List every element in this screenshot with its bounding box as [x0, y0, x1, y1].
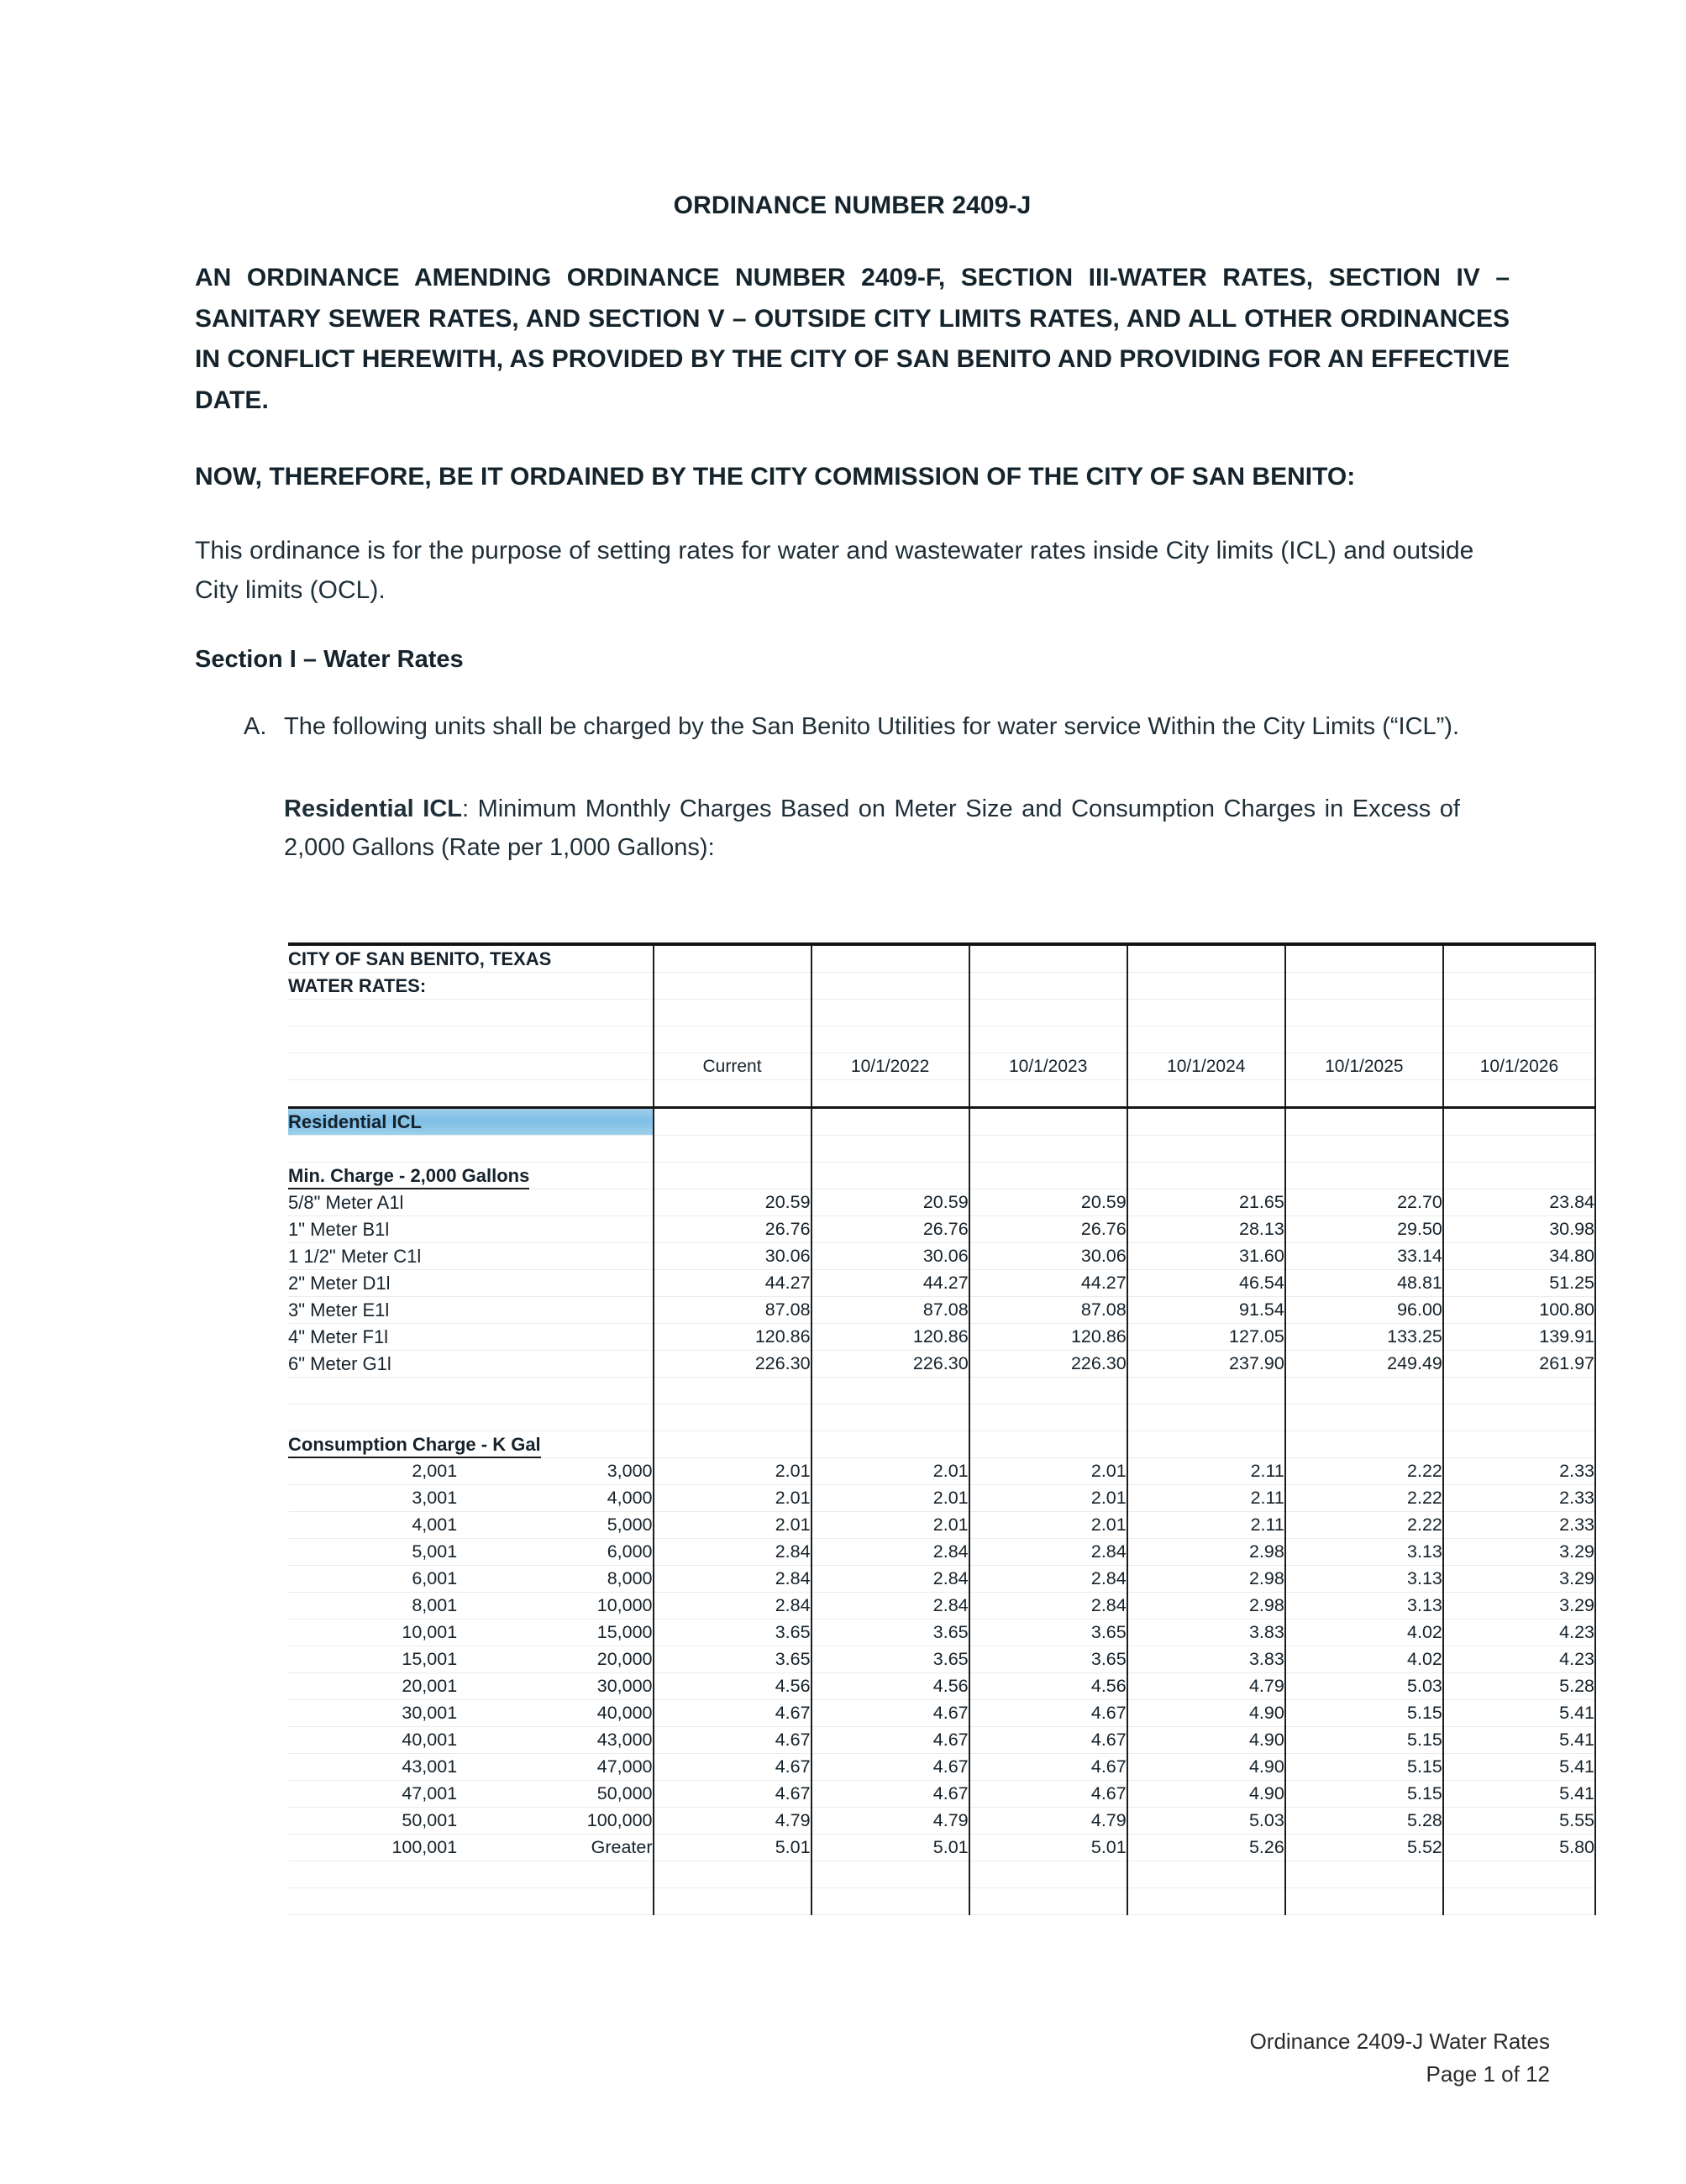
table-row — [288, 1808, 1595, 1835]
cell-value: 4.56 — [969, 1673, 1127, 1700]
cell-value: 120.86 — [969, 1324, 1127, 1351]
range-from: 6,001 — [288, 1566, 457, 1593]
range-from: 43,001 — [288, 1754, 457, 1781]
cell-value: 5.15 — [1285, 1700, 1443, 1727]
cell-value: 3.29 — [1443, 1593, 1595, 1620]
table-row — [288, 1593, 1595, 1620]
cell-value: 4.79 — [811, 1808, 969, 1835]
cell-value: 3.29 — [1443, 1539, 1595, 1566]
range-from: 2,001 — [288, 1458, 457, 1485]
cell-value: 2.84 — [654, 1566, 811, 1593]
cell-value: 2.84 — [654, 1593, 811, 1620]
range-to: 15,000 — [457, 1620, 653, 1646]
table-row — [288, 1727, 1595, 1754]
cell-value: 5.80 — [1443, 1835, 1595, 1861]
table-row — [288, 1297, 1595, 1324]
cell-value: 20.59 — [969, 1189, 1127, 1216]
cell-value: 4.90 — [1127, 1781, 1285, 1808]
table-row — [288, 1673, 1595, 1700]
range-from: 40,001 — [288, 1727, 457, 1754]
cell-value: 2.84 — [811, 1593, 969, 1620]
table-row — [288, 1189, 1595, 1216]
table-row — [288, 1835, 1595, 1861]
cell-value: 44.27 — [969, 1270, 1127, 1297]
cell-value: 127.05 — [1127, 1324, 1285, 1351]
cell-value: 30.06 — [811, 1243, 969, 1270]
footer-line-document: Ordinance 2409-J Water Rates — [1249, 2029, 1550, 2054]
cell-value: 29.50 — [1285, 1216, 1443, 1243]
cell-value: 28.13 — [1127, 1216, 1285, 1243]
cell-value: 5.41 — [1443, 1700, 1595, 1727]
table-title: CITY OF SAN BENITO, TEXAS — [288, 944, 654, 973]
cell-value: 5.03 — [1285, 1673, 1443, 1700]
cell-value: 4.67 — [654, 1700, 811, 1727]
cell-value: 4.79 — [654, 1808, 811, 1835]
list-item-text: The following units shall be charged by the San Benito Utilities for water service Within the City Limits (“ICL”). — [284, 712, 1460, 740]
range-to: 47,000 — [457, 1754, 653, 1781]
column-header-2022: 10/1/2022 — [811, 1053, 969, 1080]
table-row — [288, 1539, 1595, 1566]
table-row — [288, 973, 1595, 1000]
cell-value: 5.15 — [1285, 1754, 1443, 1781]
footer-line-page-number: Page 1 of 12 — [1426, 2061, 1550, 2087]
cell-value: 4.23 — [1443, 1646, 1595, 1673]
cell-value: 4.56 — [654, 1673, 811, 1700]
cell-value: 21.65 — [1127, 1189, 1285, 1216]
column-header-2024: 10/1/2024 — [1127, 1053, 1285, 1080]
residential-icl-paragraph — [284, 790, 1460, 868]
group-label-consumption-charge: Consumption Charge - K Gal — [288, 1434, 541, 1458]
cell-value: 4.67 — [654, 1754, 811, 1781]
cell-value: 30.06 — [969, 1243, 1127, 1270]
table-subtitle: WATER RATES: — [288, 973, 654, 1000]
purpose-paragraph: This ordinance is for the purpose of setting rates for water and wastewater rates inside City limits (ICL) and outside City limits (OCL). — [195, 536, 1474, 605]
table-row — [288, 1324, 1595, 1351]
cell-value: 4.67 — [969, 1781, 1127, 1808]
cell-value: 22.70 — [1285, 1189, 1443, 1216]
table-row — [288, 1888, 1595, 1915]
cell-value: 4.67 — [811, 1727, 969, 1754]
cell-value: 33.14 — [1285, 1243, 1443, 1270]
cell-value: 237.90 — [1127, 1351, 1285, 1378]
cell-value: 2.11 — [1127, 1485, 1285, 1512]
cell-value: 100.80 — [1443, 1297, 1595, 1324]
cell-value: 5.01 — [969, 1835, 1127, 1861]
table-row — [288, 1026, 1595, 1053]
range-to: 6,000 — [457, 1539, 653, 1566]
cell-value: 46.54 — [1127, 1270, 1285, 1297]
cell-value: 2.33 — [1443, 1485, 1595, 1512]
row-label: 1 1/2" Meter C1l — [288, 1243, 654, 1270]
table-row — [288, 1620, 1595, 1646]
table-row — [288, 1646, 1595, 1673]
cell-value: 4.67 — [811, 1781, 969, 1808]
range-from: 30,001 — [288, 1700, 457, 1727]
cell-value: 91.54 — [1127, 1297, 1285, 1324]
table-row — [288, 1458, 1595, 1485]
cell-value: 5.41 — [1443, 1781, 1595, 1808]
cell-value: 5.52 — [1285, 1835, 1443, 1861]
residential-icl-label: Residential ICL — [284, 795, 462, 823]
cell-value: 2.01 — [811, 1458, 969, 1485]
cell-value: 4.79 — [1127, 1673, 1285, 1700]
range-from: 10,001 — [288, 1620, 457, 1646]
column-header-current: Current — [654, 1053, 811, 1080]
column-header-2023: 10/1/2023 — [969, 1053, 1127, 1080]
range-from: 50,001 — [288, 1808, 457, 1835]
section-label-residential-icl: Residential ICL — [288, 1108, 654, 1136]
table-row — [288, 1754, 1595, 1781]
range-to: 8,000 — [457, 1566, 653, 1593]
row-label: 5/8" Meter A1l — [288, 1189, 654, 1216]
cell-value: 26.76 — [654, 1216, 811, 1243]
cell-value: 3.65 — [654, 1646, 811, 1673]
table-row — [288, 1861, 1595, 1888]
cell-value: 4.90 — [1127, 1727, 1285, 1754]
range-to: 43,000 — [457, 1727, 653, 1754]
range-from: 3,001 — [288, 1485, 457, 1512]
cell-value: 3.65 — [811, 1620, 969, 1646]
table-row — [288, 1781, 1595, 1808]
cell-value: 2.84 — [654, 1539, 811, 1566]
cell-value: 120.86 — [654, 1324, 811, 1351]
range-from: 8,001 — [288, 1593, 457, 1620]
cell-value: 4.90 — [1127, 1700, 1285, 1727]
cell-value: 2.01 — [969, 1458, 1127, 1485]
table-row — [288, 1000, 1595, 1026]
cell-value: 5.01 — [654, 1835, 811, 1861]
cell-value: 87.08 — [654, 1297, 811, 1324]
cell-value: 2.11 — [1127, 1458, 1285, 1485]
cell-value: 51.25 — [1443, 1270, 1595, 1297]
cell-value: 2.01 — [654, 1512, 811, 1539]
cell-value: 4.90 — [1127, 1754, 1285, 1781]
range-to: 3,000 — [457, 1458, 653, 1485]
table-row — [288, 1136, 1595, 1163]
table-row — [288, 1566, 1595, 1593]
cell-value: 4.67 — [969, 1700, 1127, 1727]
table-row — [288, 1351, 1595, 1378]
cell-value: 5.01 — [811, 1835, 969, 1861]
cell-value: 48.81 — [1285, 1270, 1443, 1297]
cell-value: 226.30 — [811, 1351, 969, 1378]
table-row — [288, 1080, 1595, 1108]
cell-value: 3.65 — [969, 1620, 1127, 1646]
cell-value: 5.26 — [1127, 1835, 1285, 1861]
table-row — [288, 1512, 1595, 1539]
cell-value: 2.33 — [1443, 1512, 1595, 1539]
cell-value: 226.30 — [654, 1351, 811, 1378]
range-from: 15,001 — [288, 1646, 457, 1673]
row-label: 3" Meter E1l — [288, 1297, 654, 1324]
range-to: Greater — [457, 1835, 653, 1861]
table-group-header-consumption-charge — [288, 1431, 1595, 1458]
cell-value: 30.98 — [1443, 1216, 1595, 1243]
cell-value: 44.27 — [654, 1270, 811, 1297]
page-footer — [1250, 2025, 1550, 2091]
range-to: 100,000 — [457, 1808, 653, 1835]
cell-value: 5.15 — [1285, 1727, 1443, 1754]
cell-value: 87.08 — [811, 1297, 969, 1324]
cell-value: 2.01 — [811, 1512, 969, 1539]
range-from: 4,001 — [288, 1512, 457, 1539]
cell-value: 261.97 — [1443, 1351, 1595, 1378]
cell-value: 3.83 — [1127, 1646, 1285, 1673]
cell-value: 2.84 — [811, 1539, 969, 1566]
cell-value: 4.67 — [969, 1754, 1127, 1781]
cell-value: 4.67 — [969, 1727, 1127, 1754]
cell-value: 3.13 — [1285, 1566, 1443, 1593]
cell-value: 2.22 — [1285, 1458, 1443, 1485]
range-to: 20,000 — [457, 1646, 653, 1673]
cell-value: 4.67 — [654, 1781, 811, 1808]
cell-value: 2.01 — [969, 1512, 1127, 1539]
water-rates-table — [288, 942, 1596, 1915]
table-row — [288, 1700, 1595, 1727]
cell-value: 4.02 — [1285, 1646, 1443, 1673]
ordinance-preamble: AN ORDINANCE AMENDING ORDINANCE NUMBER 2409-F, SECTION III-WATER RATES, SECTION IV – SANITARY SEWER RATES, AND SECTION V – OUTSIDE CITY LIMITS RATES, AND ALL OTHER ORDINANCES IN CONFLICT HEREWITH, AS PROVIDED BY THE CITY OF SAN BENITO AND PROVIDING FOR AN EFFECTIVE DATE. — [195, 264, 1510, 414]
cell-value: 2.84 — [969, 1539, 1127, 1566]
range-to: 40,000 — [457, 1700, 653, 1727]
cell-value: 4.67 — [654, 1727, 811, 1754]
table-row — [288, 1270, 1595, 1297]
cell-value: 4.23 — [1443, 1620, 1595, 1646]
cell-value: 4.02 — [1285, 1620, 1443, 1646]
residential-icl-description: : Minimum Monthly Charges Based on Meter Size and Consumption Charges in Excess of 2,000 Gallons (Rate per 1,000 Gallons): — [284, 795, 1460, 862]
page-title: ORDINANCE NUMBER 2409-J — [673, 192, 1032, 219]
section-heading: Section I – Water Rates — [195, 645, 464, 673]
cell-value: 2.84 — [811, 1566, 969, 1593]
range-from: 100,001 — [288, 1835, 457, 1861]
table-row — [288, 1216, 1595, 1243]
row-label: 6" Meter G1l — [288, 1351, 654, 1378]
water-rates-table-container — [288, 942, 1596, 1915]
row-label: 1" Meter B1l — [288, 1216, 654, 1243]
range-to: 30,000 — [457, 1673, 653, 1700]
cell-value: 3.29 — [1443, 1566, 1595, 1593]
cell-value: 2.22 — [1285, 1485, 1443, 1512]
cell-value: 5.03 — [1127, 1808, 1285, 1835]
column-header-2025: 10/1/2025 — [1285, 1053, 1443, 1080]
document-body — [195, 0, 1510, 868]
cell-value: 249.49 — [1285, 1351, 1443, 1378]
cell-value: 2.01 — [969, 1485, 1127, 1512]
cell-value: 4.56 — [811, 1673, 969, 1700]
cell-value: 96.00 — [1285, 1297, 1443, 1324]
cell-value: 2.33 — [1443, 1458, 1595, 1485]
cell-value: 226.30 — [969, 1351, 1127, 1378]
cell-value: 23.84 — [1443, 1189, 1595, 1216]
cell-value: 2.84 — [969, 1566, 1127, 1593]
range-from: 5,001 — [288, 1539, 457, 1566]
table-row — [288, 1243, 1595, 1270]
cell-value: 3.13 — [1285, 1539, 1443, 1566]
range-to: 50,000 — [457, 1781, 653, 1808]
table-row — [288, 1378, 1595, 1404]
range-to: 10,000 — [457, 1593, 653, 1620]
cell-value: 2.01 — [654, 1458, 811, 1485]
cell-value: 4.67 — [811, 1754, 969, 1781]
cell-value: 2.11 — [1127, 1512, 1285, 1539]
cell-value: 2.98 — [1127, 1566, 1285, 1593]
cell-value: 5.41 — [1443, 1727, 1595, 1754]
cell-value: 87.08 — [969, 1297, 1127, 1324]
list-item-marker: A. — [244, 712, 267, 740]
cell-value: 5.55 — [1443, 1808, 1595, 1835]
range-to: 4,000 — [457, 1485, 653, 1512]
cell-value: 2.98 — [1127, 1593, 1285, 1620]
enacting-clause: NOW, THEREFORE, BE IT ORDAINED BY THE CITY COMMISSION OF THE CITY OF SAN BENITO: — [195, 463, 1356, 491]
cell-value: 2.98 — [1127, 1539, 1285, 1566]
cell-value: 3.65 — [969, 1646, 1127, 1673]
row-label: 2" Meter D1l — [288, 1270, 654, 1297]
row-label: 4" Meter F1l — [288, 1324, 654, 1351]
cell-value: 20.59 — [654, 1189, 811, 1216]
cell-value: 2.01 — [811, 1485, 969, 1512]
table-group-header-min-charge — [288, 1163, 1595, 1189]
cell-value: 5.41 — [1443, 1754, 1595, 1781]
cell-value: 26.76 — [969, 1216, 1127, 1243]
cell-value: 3.65 — [654, 1620, 811, 1646]
group-label-min-charge: Min. Charge - 2,000 Gallons — [288, 1165, 529, 1189]
table-row — [288, 1404, 1595, 1431]
cell-value: 5.28 — [1285, 1808, 1443, 1835]
cell-value: 5.15 — [1285, 1781, 1443, 1808]
list-item — [244, 707, 1510, 746]
cell-value: 4.79 — [969, 1808, 1127, 1835]
range-to: 5,000 — [457, 1512, 653, 1539]
table-section-row-residential-icl — [288, 1108, 1595, 1136]
cell-value: 31.60 — [1127, 1243, 1285, 1270]
cell-value: 30.06 — [654, 1243, 811, 1270]
range-from: 20,001 — [288, 1673, 457, 1700]
cell-value: 2.84 — [969, 1593, 1127, 1620]
cell-value: 3.83 — [1127, 1620, 1285, 1646]
cell-value: 2.01 — [654, 1485, 811, 1512]
cell-value: 26.76 — [811, 1216, 969, 1243]
cell-value: 2.22 — [1285, 1512, 1443, 1539]
table-row — [288, 1485, 1595, 1512]
cell-value: 120.86 — [811, 1324, 969, 1351]
table-row — [288, 944, 1595, 973]
column-header-2026: 10/1/2026 — [1443, 1053, 1595, 1080]
table-header-row — [288, 1053, 1595, 1080]
cell-value: 133.25 — [1285, 1324, 1443, 1351]
cell-value: 34.80 — [1443, 1243, 1595, 1270]
range-from: 47,001 — [288, 1781, 457, 1808]
cell-value: 5.28 — [1443, 1673, 1595, 1700]
cell-value: 44.27 — [811, 1270, 969, 1297]
cell-value: 3.65 — [811, 1646, 969, 1673]
cell-value: 3.13 — [1285, 1593, 1443, 1620]
cell-value: 139.91 — [1443, 1324, 1595, 1351]
cell-value: 20.59 — [811, 1189, 969, 1216]
cell-value: 4.67 — [811, 1700, 969, 1727]
